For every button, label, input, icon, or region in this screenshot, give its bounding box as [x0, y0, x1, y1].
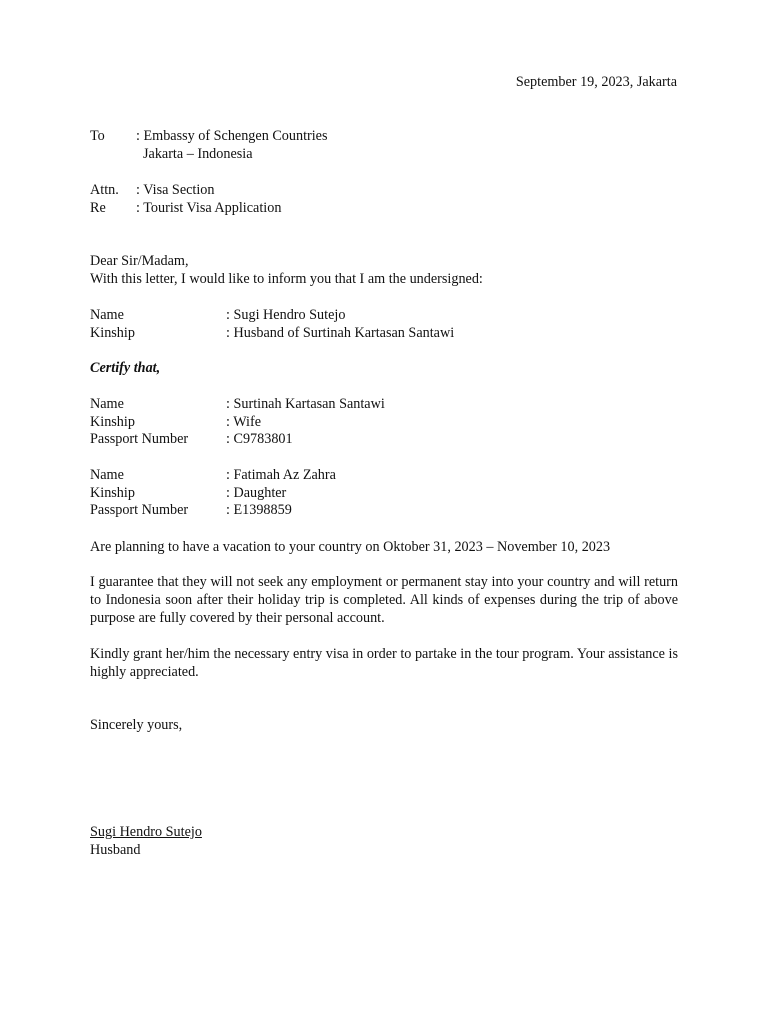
re-label: Re: [90, 200, 106, 216]
letter-date: September 19, 2023, Jakarta: [515, 74, 677, 90]
traveler-1-passport-label: Passport Number: [90, 431, 189, 447]
re-value: : Tourist Visa Application: [136, 200, 282, 216]
traveler-2-kinship-label: Kinship: [90, 485, 135, 501]
undersigned-name-label: Name: [90, 307, 124, 323]
to-line-2: Jakarta – Indonesia: [143, 146, 253, 162]
undersigned-kinship-value: : Husband of Surtinah Kartasan Santawi: [226, 325, 455, 341]
undersigned-name-value: : Sugi Hendro Sutejo: [226, 307, 346, 323]
attn-value: : Visa Section: [136, 182, 215, 198]
traveler-1-kinship-value: : Wife: [226, 414, 262, 430]
traveler-2-kinship-value: : Daughter: [226, 485, 287, 501]
traveler-1-passport-value: : C9783801: [226, 431, 293, 447]
attn-label: Attn.: [90, 182, 119, 198]
traveler-2-passport-value: : E1398859: [226, 502, 292, 518]
travel-plan-sentence: Are planning to have a vacation to your country on Oktober 31, 2023 – November 10, 2023: [90, 539, 611, 555]
greeting: Dear Sir/Madam,: [90, 253, 189, 269]
traveler-1-name-label: Name: [90, 396, 124, 412]
to-line-1: : Embassy of Schengen Countries: [136, 128, 328, 144]
to-label: To: [90, 128, 105, 144]
traveler-1-name-value: : Surtinah Kartasan Santawi: [226, 396, 385, 412]
traveler-2-name-value: : Fatimah Az Zahra: [226, 467, 336, 483]
request-paragraph: Kindly grant her/him the necessary entry visa in order to partake in the tour program. Your assistance is highly appreciated.: [90, 646, 678, 680]
intro-sentence: With this letter, I would like to inform you that I am the undersigned:: [90, 271, 483, 287]
traveler-1-kinship-label: Kinship: [90, 414, 135, 430]
traveler-2-name-label: Name: [90, 467, 124, 483]
undersigned-kinship-label: Kinship: [90, 325, 135, 341]
signatory-title: Husband: [90, 842, 141, 858]
guarantee-paragraph: I guarantee that they will not seek any employment or permanent stay into your country and will return to Indonesia soon after their holiday trip is completed. All kinds of expenses during the trip of above purpose are fully covered by their personal account.: [90, 574, 678, 626]
certify-heading: Certify that,: [90, 360, 161, 376]
traveler-2-passport-label: Passport Number: [90, 502, 189, 518]
closing: Sincerely yours,: [90, 717, 183, 733]
signatory-name: Sugi Hendro Sutejo: [90, 824, 202, 840]
